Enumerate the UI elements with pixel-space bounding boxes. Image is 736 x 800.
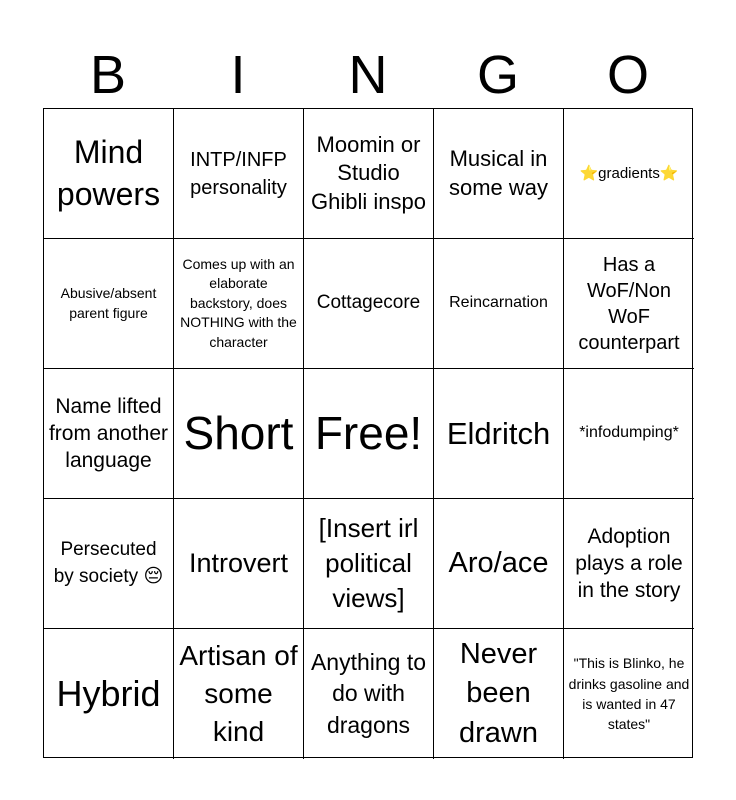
cell-text: "This is Blinko, he drinks gasoline and is wanted in 47 states"	[568, 655, 690, 733]
header-letter-g: G	[476, 45, 519, 105]
cell-text: Introvert	[188, 548, 289, 579]
bingo-cell[interactable]	[174, 369, 304, 499]
cell-text: Musical in some way	[448, 145, 549, 200]
bingo-cell[interactable]	[434, 499, 564, 629]
cell-text: *infodumping*	[579, 424, 679, 442]
bingo-cell[interactable]	[174, 629, 304, 759]
bingo-cell[interactable]	[434, 239, 564, 369]
bingo-cell[interactable]	[304, 369, 434, 499]
bingo-cell[interactable]	[434, 109, 564, 239]
cell-text: Hybrid	[56, 673, 161, 715]
bingo-cell[interactable]	[44, 629, 174, 759]
bingo-cell[interactable]	[564, 499, 694, 629]
cell-text: Aro/ace	[448, 547, 549, 580]
bingo-cell[interactable]	[564, 369, 694, 499]
cell-text: Name lifted from another language	[48, 394, 169, 473]
bingo-cell[interactable]	[304, 629, 434, 759]
bingo-cell[interactable]	[434, 629, 564, 759]
bingo-cell[interactable]	[44, 109, 174, 239]
cell-text: Reincarnation	[449, 294, 548, 312]
bingo-cell[interactable]	[174, 239, 304, 369]
header-letter-o: O	[606, 45, 649, 105]
bingo-cell[interactable]	[434, 369, 564, 499]
bingo-cell[interactable]	[564, 629, 694, 759]
cell-text: Adoption plays a role in the story	[575, 524, 683, 603]
cell-text: Moomin or Studio Ghibli inspo	[311, 131, 426, 214]
bingo-cell[interactable]	[304, 499, 434, 629]
cell-text: INTP/INFP personality	[190, 148, 287, 199]
cell-text: Comes up with an elaborate backstory, does NOTHING with the character	[180, 255, 297, 350]
bingo-cell[interactable]	[44, 499, 174, 629]
bingo-cell[interactable]	[564, 239, 694, 369]
cell-text: Cottagecore	[316, 292, 421, 314]
cell-text: [Insert irl political views]	[318, 512, 419, 614]
bingo-cell[interactable]	[174, 109, 304, 239]
bingo-cell[interactable]	[304, 109, 434, 239]
cell-text: Has a WoF/Non WoF counterpart	[578, 253, 680, 354]
bingo-board	[43, 108, 693, 758]
cell-text: Mind powers	[56, 133, 161, 212]
cell-text: ⭐gradients⭐	[579, 164, 679, 182]
header-letter-n: N	[348, 45, 388, 105]
bingo-cell[interactable]	[304, 239, 434, 369]
cell-text: Short	[183, 406, 294, 459]
header-letter-i: I	[230, 45, 246, 105]
cell-text: Never been drawn	[459, 638, 538, 749]
cell-text: Eldritch	[446, 415, 551, 451]
cell-text: Anything to do with dragons	[310, 649, 427, 738]
header-letter-b: B	[89, 45, 127, 105]
cell-text: Free!	[314, 406, 423, 459]
cell-text: Abusive/absent parent figure	[60, 284, 157, 321]
bingo-cell[interactable]	[44, 369, 174, 499]
cell-text: Persecuted by society 😔	[53, 538, 164, 587]
bingo-header	[43, 42, 693, 108]
bingo-cell[interactable]	[44, 239, 174, 369]
bingo-cell[interactable]	[564, 109, 694, 239]
cell-text: Artisan of some kind	[179, 640, 298, 747]
bingo-cell[interactable]	[174, 499, 304, 629]
